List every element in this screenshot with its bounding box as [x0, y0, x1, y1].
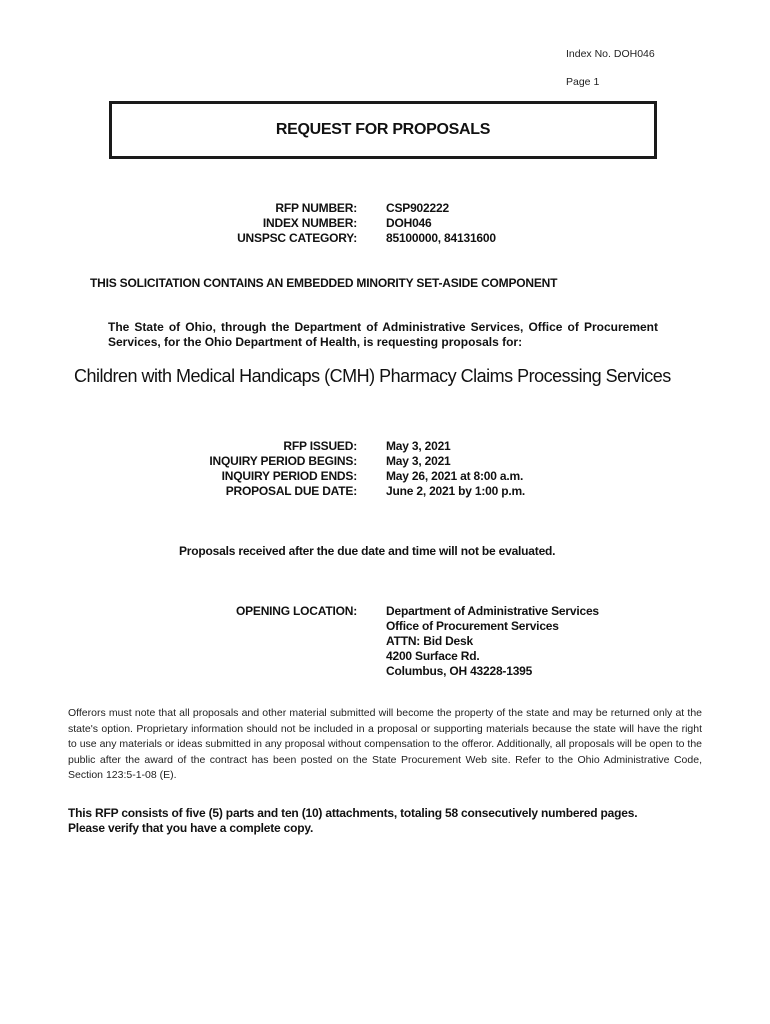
rfp-number-value: CSP902222	[386, 201, 449, 215]
schedule-labels	[209, 439, 357, 499]
rfp-issued-value: May 3, 2021	[386, 439, 451, 453]
address-line: 4200 Surface Rd.	[386, 649, 480, 663]
identifier-labels	[237, 201, 357, 246]
verify-copy-statement: Please verify that you have a complete copy.	[68, 821, 314, 835]
title-box	[109, 101, 657, 159]
set-aside-notice: THIS SOLICITATION CONTAINS AN EMBEDDED MINORITY SET-ASIDE COMPONENT	[90, 276, 558, 290]
page-count-statement: This RFP consists of five (5) parts and ten (10) attachments, totaling 58 consecutively numbered pages.	[68, 806, 638, 820]
address-line: ATTN: Bid Desk	[386, 634, 473, 648]
address-line: Columbus, OH 43228-1395	[386, 664, 533, 678]
project-title: Children with Medical Handicaps (CMH) Pharmacy Claims Processing Services	[74, 366, 671, 386]
disclaimer-paragraph: Offerors must note that all proposals and other material submitted will become the property of the state and may be returned only at the state's option. Proprietary information should not be included in a proposal or supporting materials because the state will have the right to use any materials or ideas submitted in any proposal without compensation to the offeror. Additionally, all proposals will be open to the public after the award of the contract has been posted on the State Procurement Web site. Refer to the Ohio Administrative Code, Section 123:5-1-08 (E).	[68, 707, 702, 781]
inquiry-ends-value: May 26, 2021 at 8:00 a.m.	[386, 469, 524, 483]
proposal-due-value: June 2, 2021 by 1:00 p.m.	[386, 484, 526, 498]
identifier-values	[386, 201, 496, 246]
rfp-number-label: RFP NUMBER:	[275, 201, 357, 215]
page-number: Page 1	[566, 76, 600, 88]
address-line: Office of Procurement Services	[386, 619, 559, 633]
late-proposal-notice: Proposals received after the due date and time will not be evaluated.	[179, 544, 556, 558]
closing-statement	[68, 806, 637, 836]
inquiry-begins-label: INQUIRY PERIOD BEGINS:	[209, 454, 357, 468]
unspsc-category-label: UNSPSC CATEGORY:	[237, 231, 357, 245]
proposal-due-label: PROPOSAL DUE DATE:	[225, 484, 357, 498]
opening-location-address	[386, 604, 599, 679]
document-title: REQUEST FOR PROPOSALS	[275, 121, 491, 138]
schedule-values	[386, 439, 525, 499]
inquiry-begins-value: May 3, 2021	[386, 454, 451, 468]
rfp-issued-label: RFP ISSUED:	[283, 439, 357, 453]
index-number-header: Index No. DOH046	[566, 48, 655, 60]
index-number-label: INDEX NUMBER:	[262, 216, 357, 230]
intro-paragraph: The State of Ohio, through the Department of Administrative Services, Office of Procurement Services, for the Ohio Department of Health, is requesting proposals for:	[108, 320, 658, 349]
index-number-value: DOH046	[386, 216, 432, 230]
address-line: Department of Administrative Services	[386, 604, 599, 618]
inquiry-ends-label: INQUIRY PERIOD ENDS:	[221, 469, 357, 483]
opening-location-label: OPENING LOCATION:	[235, 604, 357, 618]
unspsc-category-value: 85100000, 84131600	[386, 231, 496, 245]
